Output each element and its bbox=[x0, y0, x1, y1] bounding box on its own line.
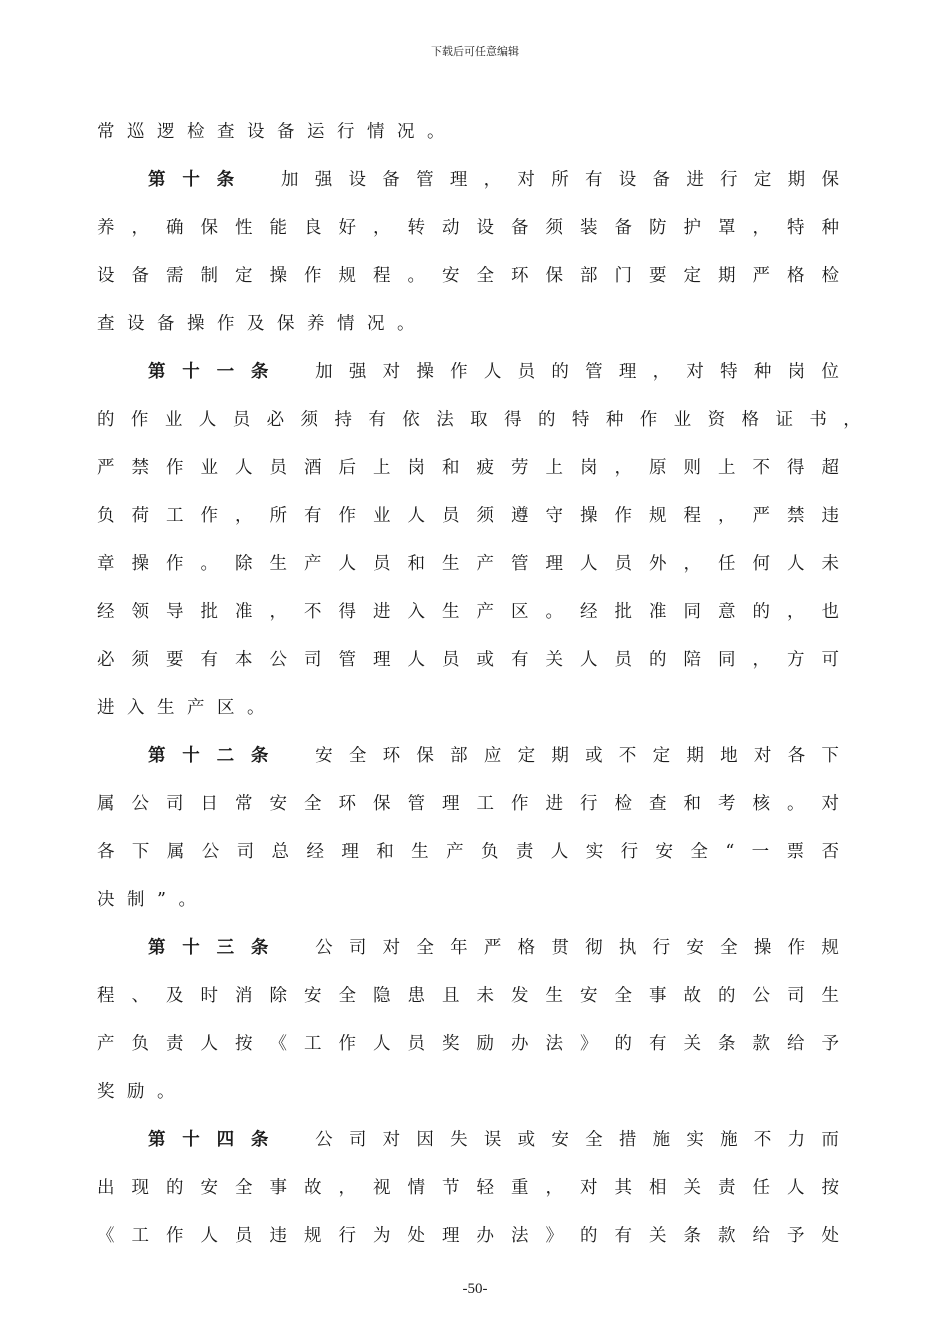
body-line: 常巡逻检查设备运行情况。 bbox=[97, 122, 457, 142]
body-line: 决制”。 bbox=[97, 890, 209, 910]
body-line: 养 ， 确 保 性 能 良 好 ， 转 动 设 备 须 装 备 防 护 罩 ， 特 种 bbox=[97, 218, 839, 238]
body-line: 奖励。 bbox=[97, 1082, 187, 1102]
article-label: 第 十 条 bbox=[148, 170, 235, 190]
body-line: 出 现 的 安 全 事 故 ， 视 情 节 轻 重 ， 对 其 相 关 责 任 人 按 bbox=[97, 1178, 839, 1198]
article-10-first-line: 第 十 条 加 强 设 备 管 理 ， 对 所 有 设 备 进 行 定 期 保 bbox=[148, 170, 839, 190]
article-label: 第 十 一 条 bbox=[148, 362, 269, 382]
article-14-first-line: 第 十 四 条 公 司 对 因 失 误 或 安 全 措 施 实 施 不 力 而 bbox=[148, 1130, 839, 1150]
article-12-first-line: 第 十 二 条 安 全 环 保 部 应 定 期 或 不 定 期 地 对 各 下 bbox=[148, 746, 839, 766]
body-line: 产 负 责 人 按 《 工 作 人 员 奖 励 办 法 》 的 有 关 条 款 给 予 bbox=[97, 1034, 839, 1054]
page-number: -50- bbox=[462, 1281, 488, 1297]
body-line: 查设备操作及保养情况。 bbox=[97, 314, 427, 334]
body-line: 属 公 司 日 常 安 全 环 保 管 理 工 作 进 行 检 查 和 考 核 。 对 bbox=[97, 794, 839, 814]
body-line: 《 工 作 人 员 违 规 行 为 处 理 办 法 》 的 有 关 条 款 给 予 处 bbox=[97, 1226, 839, 1246]
body-line: 的 作 业 人 员 必 须 持 有 依 法 取 得 的 特 种 作 业 资 格 证 书 ， bbox=[97, 410, 861, 430]
body-line: 进入生产区。 bbox=[97, 698, 277, 718]
body-line: 经 领 导 批 准 ， 不 得 进 入 生 产 区 。 经 批 准 同 意 的 ， 也 bbox=[97, 602, 839, 622]
article-label: 第 十 二 条 bbox=[148, 746, 269, 766]
article-label: 第 十 四 条 bbox=[148, 1130, 269, 1150]
body-line: 各 下 属 公 司 总 经 理 和 生 产 负 责 人 实 行 安 全 “ 一 票 否 bbox=[97, 842, 839, 862]
body-line: 章 操 作 。 除 生 产 人 员 和 生 产 管 理 人 员 外 ， 任 何 人 未 bbox=[97, 554, 839, 574]
page-header: 下载后可任意编辑 bbox=[431, 45, 519, 58]
body-line: 设 备 需 制 定 操 作 规 程 。 安 全 环 保 部 门 要 定 期 严 格 检 bbox=[97, 266, 839, 286]
body-line: 必 须 要 有 本 公 司 管 理 人 员 或 有 关 人 员 的 陪 同 ， 方 可 bbox=[97, 650, 839, 670]
article-11-first-line: 第 十 一 条 加 强 对 操 作 人 员 的 管 理 ， 对 特 种 岗 位 bbox=[148, 362, 839, 382]
body-line: 负 荷 工 作 ， 所 有 作 业 人 员 须 遵 守 操 作 规 程 ， 严 禁 违 bbox=[97, 506, 839, 526]
body-line: 程 、 及 时 消 除 安 全 隐 患 且 未 发 生 安 全 事 故 的 公 司 生 bbox=[97, 986, 839, 1006]
article-13-first-line: 第 十 三 条 公 司 对 全 年 严 格 贯 彻 执 行 安 全 操 作 规 bbox=[148, 938, 839, 958]
body-line: 严 禁 作 业 人 员 酒 后 上 岗 和 疲 劳 上 岗 ， 原 则 上 不 得 超 bbox=[97, 458, 839, 478]
article-label: 第 十 三 条 bbox=[148, 938, 269, 958]
